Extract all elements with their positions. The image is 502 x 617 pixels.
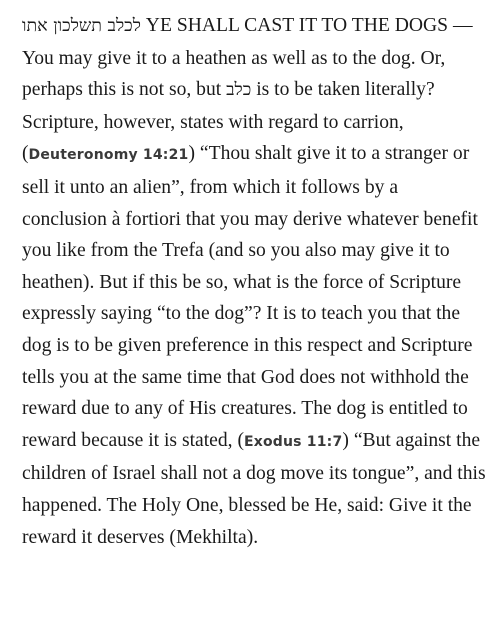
commentary-text-4: “But against the children of Israel shall not a dog move its tongue”, and this happened. The Holy One, blessed be He, said: Give it the reward it deserves (Mekhilta). <box>22 429 486 548</box>
verse-reference-link[interactable]: Deuteronomy 14:21 <box>28 147 189 164</box>
ref-2-open: ( <box>237 429 244 451</box>
commentary-text-3: “Thou shalt give it to a stranger or sell it unto an alien”, from which it follows by a conclusion à fortiori that you may derive whatever benefit you like from the Trefa (and so you also may give it to heathen). But if this be so, what is the force of Scripture expressly saying “to the dog”? It is to teach you that the dog is to be given preference in this respect and Scripture tells you at the same time that God does not withhold the reward due to any of His creatures. The dog is entitled to reward because it is stated, <box>22 143 478 451</box>
commentary-text-1: — You may give it to a heathen as well as to the dog. Or, perhaps this is not so, but <box>22 15 473 101</box>
hebrew-word: כלב <box>226 80 252 101</box>
hebrew-lemma: לכלב תשלכון אתו <box>22 16 141 36</box>
verse-reference-link[interactable]: Exodus 11:7 <box>243 433 343 450</box>
ref-1-close: ) <box>188 143 195 165</box>
ref-1-open: ( <box>22 143 29 165</box>
commentary-paragraph <box>22 10 486 553</box>
dibbur-hamatchil: YE SHALL CAST IT TO THE DOGS <box>145 15 449 36</box>
ref-2-close: ) <box>342 429 349 451</box>
commentary-text-2: is to be taken literally? Scripture, however, states with regard to carrion, <box>22 79 435 133</box>
